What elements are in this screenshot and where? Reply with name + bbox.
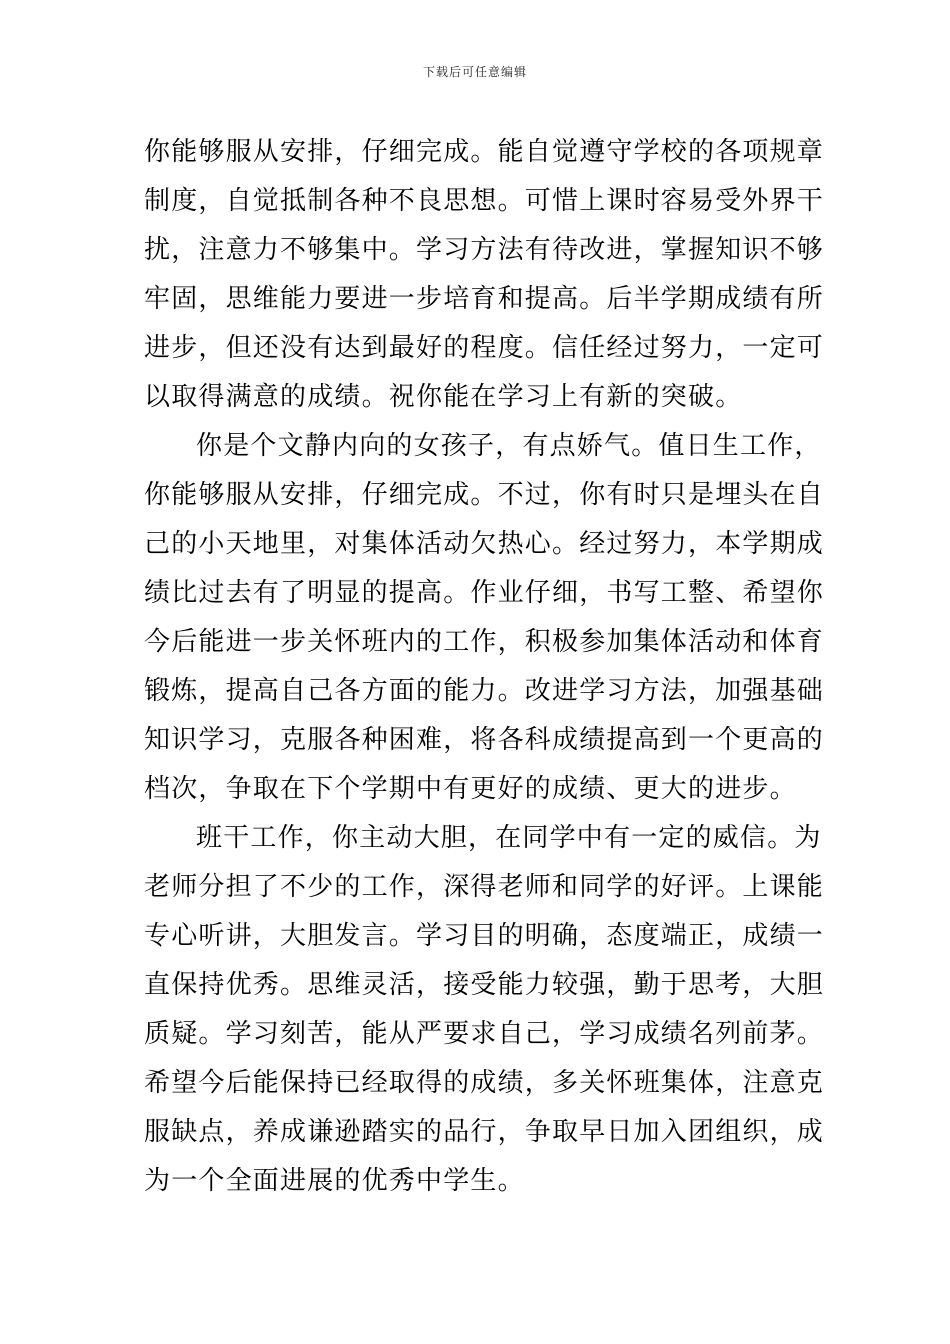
text-line: 服缺点，养成谦逊踏实的品行，争取早日加入团组织，成 — [144, 1117, 825, 1147]
text-line: 专心听讲，大胆发言。学习目的明确，态度端正，成绩一 — [144, 921, 825, 951]
text-line: 以取得满意的成绩。祝你能在学习上有新的突破。 — [144, 382, 743, 412]
text-line: 档次，争取在下个学期中有更好的成绩、更大的进步。 — [144, 774, 797, 804]
text-line: 为一个全面进展的优秀中学生。 — [144, 1166, 525, 1196]
text-line: 你能够服从安排，仔细完成。能自觉遵守学校的各项规章 — [144, 137, 825, 167]
text-line: 扰，注意力不够集中。学习方法有待改进，掌握知识不够 — [144, 235, 825, 265]
text-line: 牢固，思维能力要进一步培育和提高。后半学期成绩有所 — [144, 284, 825, 314]
text-line: 制度，自觉抵制各种不良思想。可惜上课时容易受外界干 — [144, 186, 825, 216]
text-line: 老师分担了不少的工作，深得老师和同学的好评。上课能 — [144, 872, 825, 902]
paragraph-first-line: 班干工作，你主动大胆，在同学中有一定的威信。为 — [196, 823, 822, 853]
text-line: 锻炼，提高自己各方面的能力。改进学习方法，加强基础 — [144, 676, 825, 706]
text-line: 进步，但还没有达到最好的程度。信任经过努力，一定可 — [144, 333, 825, 363]
text-line: 你能够服从安排，仔细完成。不过，你有时只是埋头在自 — [144, 480, 825, 510]
text-line: 绩比过去有了明显的提高。作业仔细，书写工整、希望你 — [144, 578, 825, 608]
text-line: 今后能进一步关怀班内的工作，积极参加集体活动和体育 — [144, 627, 825, 657]
paragraph-first-line: 你是个文静内向的女孩子，有点娇气。值日生工作， — [196, 431, 822, 461]
text-line: 直保持优秀。思维灵活，接受能力较强，勤于思考，大胆 — [144, 970, 825, 1000]
text-line: 知识学习，克服各种困难，将各科成绩提高到一个更高的 — [144, 725, 825, 755]
text-line: 希望今后能保持已经取得的成绩，多关怀班集体，注意克 — [144, 1068, 825, 1098]
document-body — [144, 128, 825, 1206]
text-line: 己的小天地里，对集体活动欠热心。经过努力，本学期成 — [144, 529, 825, 559]
page-header: 下载后可任意编辑 — [422, 65, 527, 79]
text-line: 质疑。学习刻苦，能从严要求自己，学习成绩名列前茅。 — [144, 1019, 825, 1049]
